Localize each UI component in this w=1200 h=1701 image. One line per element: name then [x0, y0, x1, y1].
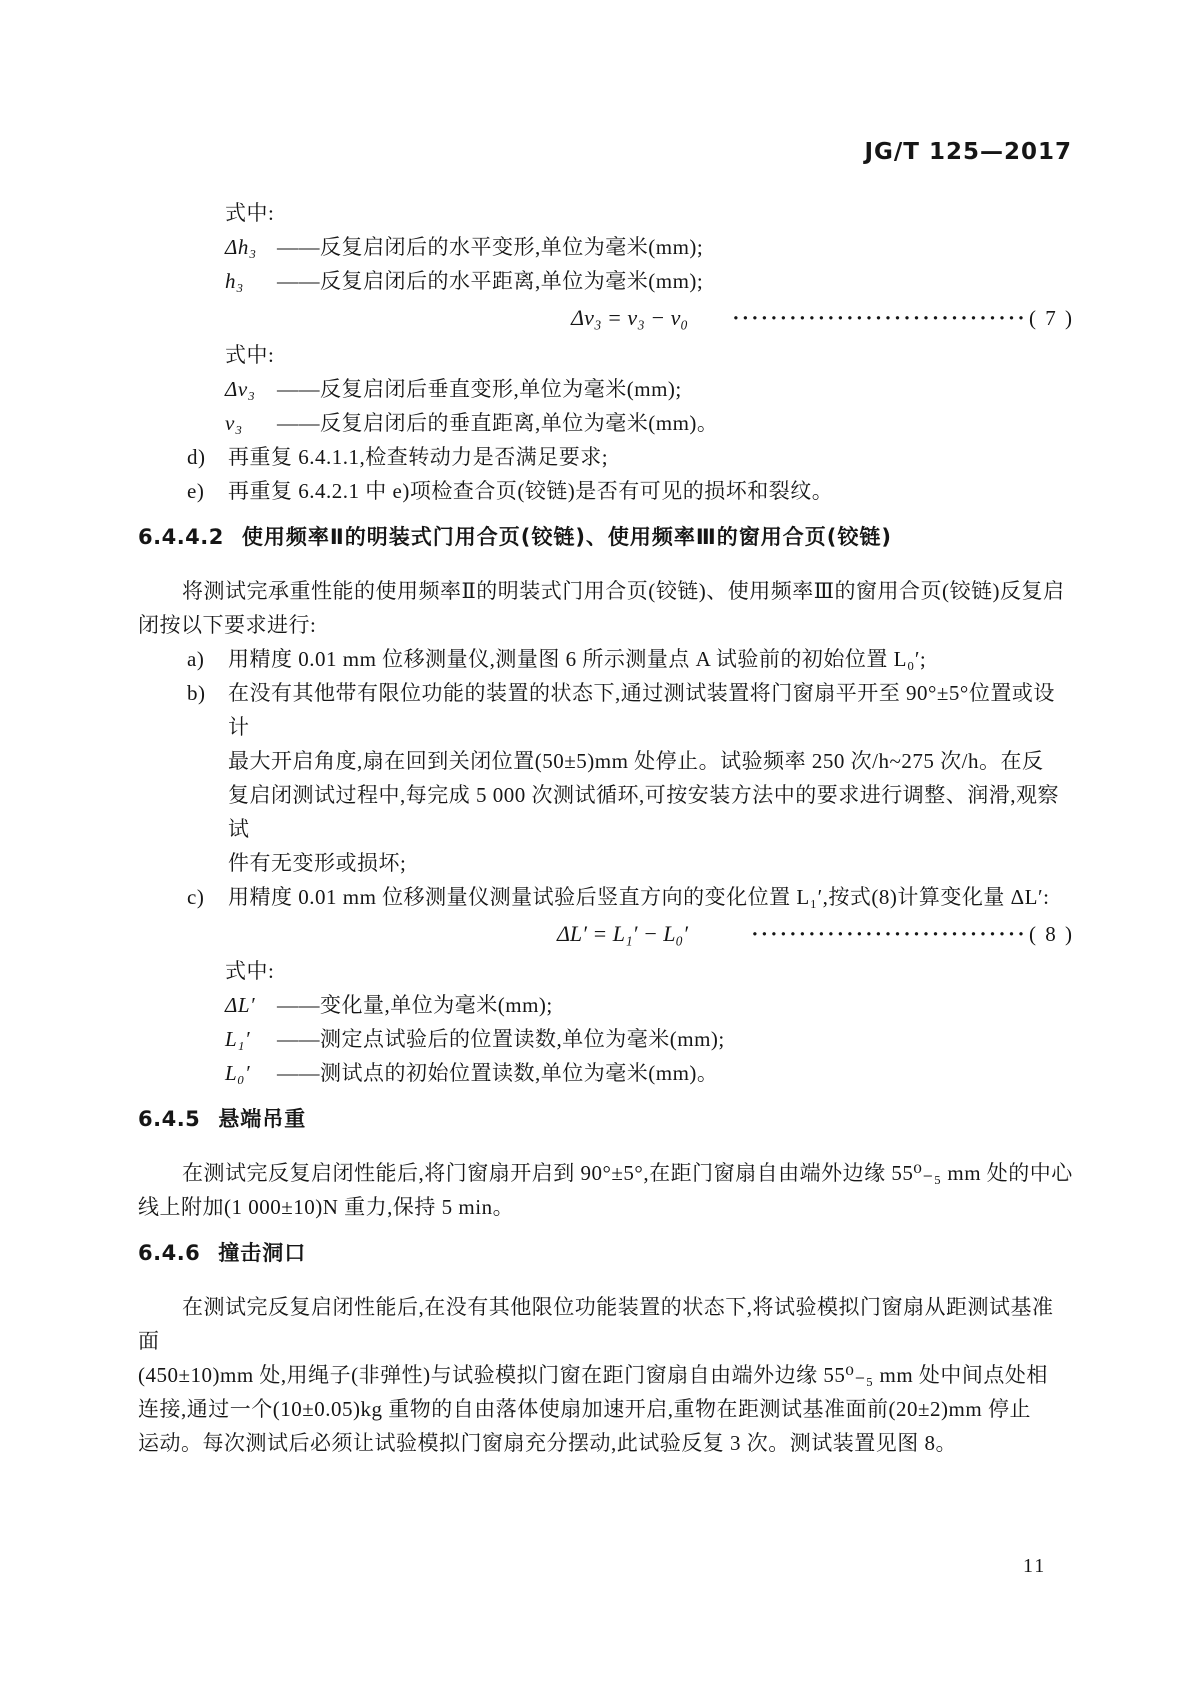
clause-title: 使用频率Ⅱ的明装式门用合页(铰链)、使用频率Ⅲ的窗用合页(铰链): [241, 525, 892, 549]
list-item-body: [228, 880, 1074, 914]
list-item: [138, 880, 1074, 914]
list-item-label: d): [187, 445, 206, 469]
formula-dot-leader: ·····························: [751, 922, 1027, 946]
paragraph-line: 运动。每次测试后必须让试验模拟门窗扇充分摆动,此试验反复 3 次。测试装置见图 8。: [138, 1431, 957, 1455]
list-item: [138, 642, 1074, 676]
clause-list-de: [138, 440, 1074, 508]
term-symbol: v₃: [225, 411, 243, 435]
list-item-line: 再重复 6.4.2.1 中 e)项检查合页(铰链)是否有可见的损坏和裂纹。: [228, 479, 834, 503]
clause-number: 6.4.5: [138, 1107, 201, 1131]
term-symbol: L₁′: [225, 1027, 251, 1051]
list-item-body: [228, 474, 1074, 508]
term-symbol: L₀′: [225, 1061, 251, 1085]
formula-equation: Δv₃ = v₃ − v₀: [571, 305, 688, 330]
list-item: [138, 676, 1074, 880]
clause-heading-6442: [138, 522, 1074, 552]
formula-terms-block-1: [138, 196, 1074, 298]
list-item-body: [228, 440, 1074, 474]
formula-terms-block-3: [138, 954, 1074, 1090]
list-item-label: c): [187, 885, 205, 909]
term-symbol: Δv₃: [225, 377, 256, 401]
paragraph-line: 在测试完反复启闭性能后,在没有其他限位功能装置的状态下,将试验模拟门窗扇从距测试基准面: [138, 1295, 1054, 1353]
formula-tail: [751, 917, 1074, 951]
paragraph-line: 在测试完反复启闭性能后,将门窗扇开启到 90°±5°,在距门窗扇自由端外边缘 55⁰₋₅ mm 处的中心: [182, 1161, 1073, 1185]
clause-heading-645: [138, 1104, 1074, 1134]
formula-equation: ΔL′ = L₁′ − L₀′: [556, 921, 688, 946]
list-item-line: 在没有其他带有限位功能的装置的状态下,通过测试装置将门窗扇平开至 90°±5°位置或设计: [228, 681, 1055, 739]
term-definition: ——反复启闭后的水平距离,单位为毫米(mm);: [277, 269, 704, 293]
list-item-label: a): [187, 647, 205, 671]
page-body: [138, 196, 1074, 1460]
term-row: [138, 406, 1074, 440]
term-definition: ——反复启闭后的水平变形,单位为毫米(mm);: [277, 235, 704, 259]
clause-title: 悬端吊重: [218, 1107, 307, 1131]
terms-intro-label: 式中:: [225, 959, 275, 983]
paragraph-line: 连接,通过一个(10±0.05)kg 重物的自由落体使扇加速开启,重物在距测试基准面前(20±2)mm 停止: [138, 1397, 1031, 1421]
clause-list-abc: [138, 642, 1074, 914]
term-symbol: ΔL′: [225, 993, 256, 1017]
formula-terms-block-2: [138, 338, 1074, 440]
paragraph-line: 线上附加(1 000±10)N 重力,保持 5 min。: [138, 1195, 515, 1219]
paragraph-645: [138, 1156, 1074, 1224]
clause-number: 6.4.4.2: [138, 525, 224, 549]
term-definition: ——测定点试验后的位置读数,单位为毫米(mm);: [277, 1027, 725, 1051]
formula-8: [138, 914, 1074, 954]
formula-7: [138, 298, 1074, 338]
list-item-line: 用精度 0.01 mm 位移测量仪,测量图 6 所示测量点 A 试验前的初始位置 L₀′;: [228, 647, 927, 671]
list-item-line: 用精度 0.01 mm 位移测量仪测量试验后竖直方向的变化位置 L₁′,按式(8)计算变化量 ΔL′:: [228, 885, 1050, 909]
terms-intro-label: 式中:: [225, 201, 275, 225]
list-item-label: e): [187, 479, 205, 503]
list-item: [138, 440, 1074, 474]
list-item-body: [228, 676, 1074, 880]
clause-title: 撞击洞口: [218, 1241, 307, 1265]
paragraph-646: [138, 1290, 1074, 1460]
list-item: [138, 474, 1074, 508]
term-row: [138, 372, 1074, 406]
paragraph-line: 闭按以下要求进行:: [138, 613, 317, 637]
formula-tail: [732, 301, 1074, 335]
paragraph-line: 将测试完承重性能的使用频率Ⅱ的明装式门用合页(铰链)、使用频率Ⅲ的窗用合页(铰链)反复启: [182, 579, 1065, 603]
term-row: [138, 264, 1074, 298]
formula-number: ( 8 ): [1029, 922, 1074, 946]
clause-heading-646: [138, 1238, 1074, 1268]
term-row: [138, 1056, 1074, 1090]
term-row: [138, 1022, 1074, 1056]
list-item-label: b): [187, 681, 206, 705]
term-definition: ——变化量,单位为毫米(mm);: [277, 993, 553, 1017]
page-number: 11: [1023, 1555, 1047, 1577]
terms-intro-label: 式中:: [225, 343, 275, 367]
paragraph-6442: [138, 574, 1074, 642]
list-item-line: 复启闭测试过程中,每完成 5 000 次测试循环,可按安装方法中的要求进行调整、润滑,观察试: [228, 783, 1059, 841]
term-row: [138, 988, 1074, 1022]
clause-number: 6.4.6: [138, 1241, 201, 1265]
list-item-line: 件有无变形或损坏;: [228, 851, 407, 875]
standard-code: JG/T 125—2017: [864, 139, 1072, 165]
list-item-line: 最大开启角度,扇在回到关闭位置(50±5)mm 处停止。试验频率 250 次/h~275 次/h。在反: [228, 749, 1044, 773]
term-symbol: h₃: [225, 269, 244, 293]
formula-dot-leader: ·······························: [732, 306, 1027, 330]
paragraph-line: (450±10)mm 处,用绳子(非弹性)与试验模拟门窗在距门窗扇自由端外边缘 55⁰₋₅ mm 处中间点处相: [138, 1363, 1048, 1387]
term-row: [138, 230, 1074, 264]
term-definition: ——测试点的初始位置读数,单位为毫米(mm)。: [277, 1061, 719, 1085]
term-definition: ——反复启闭后垂直变形,单位为毫米(mm);: [277, 377, 682, 401]
list-item-line: 再重复 6.4.1.1,检查转动力是否满足要求;: [228, 445, 609, 469]
formula-number: ( 7 ): [1029, 306, 1074, 330]
term-symbol: Δh₃: [225, 235, 257, 259]
list-item-body: [228, 642, 1074, 676]
term-definition: ——反复启闭后的垂直距离,单位为毫米(mm)。: [277, 411, 719, 435]
